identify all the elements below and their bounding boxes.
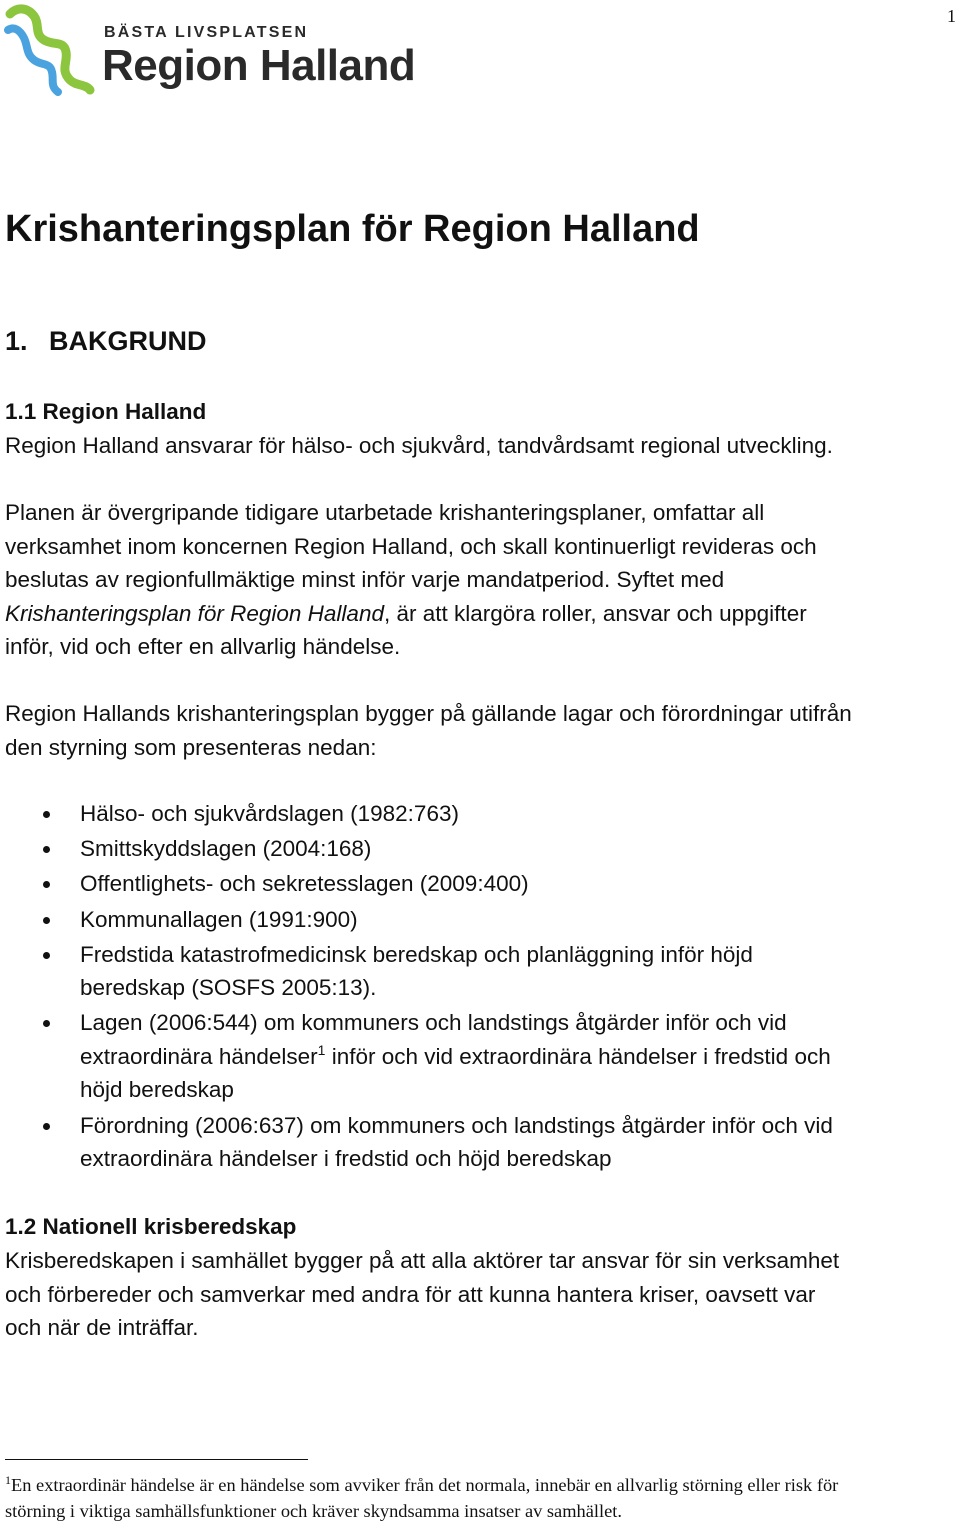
section-title: BAKGRUND (49, 326, 207, 356)
text-line: Region Hallands krishanteringsplan bygger på gällande lagar och förordningar utifrån (5, 701, 852, 726)
text-line: inför, vid och efter en allvarlig händelse. (5, 634, 401, 659)
footnote-mark: 1 (5, 1473, 11, 1487)
list-item (0, 938, 960, 1005)
region-halland-logo (4, 0, 424, 110)
logo-emblem-icon (4, 0, 104, 110)
footnote-reference: 1 (317, 1041, 326, 1058)
list-item (0, 797, 960, 831)
logo-tagline: BÄSTA LIVSPLATSEN (104, 24, 309, 41)
paragraph-intro (5, 429, 960, 463)
text-line: Kommunallagen (1991:900) (80, 906, 358, 932)
text-line: Lagen (2006:544) om kommuners och landstings åtgärder inför och vid (80, 1010, 787, 1036)
subheading-nationell-krisberedskap: 1.2 Nationell krisberedskap (5, 1214, 297, 1239)
section-number: 1. (5, 326, 28, 356)
text-line (5, 597, 960, 631)
list-item (0, 1109, 960, 1176)
text-line: Offentlighets- och sekretesslagen (2009:400) (80, 871, 529, 897)
text-line (5, 1472, 960, 1498)
footnote-separator (5, 1459, 308, 1460)
text-fragment: inför och vid extraordinära händelser i fredstid och (325, 1043, 831, 1069)
section-heading-bakgrund (5, 323, 207, 359)
text-line: Fredstida katastrofmedicinsk beredskap och planläggning inför höjd (80, 941, 753, 967)
page-title: Krishanteringsplan för Region Halland (5, 208, 700, 250)
text-line: och när de inträffar. (5, 1315, 199, 1340)
text-line: beslutas av regionfullmäktige minst inför varje mandatperiod. Syftet med (5, 567, 725, 592)
bullet-icon (43, 1123, 50, 1130)
footnote (5, 1472, 960, 1524)
text-line: den styrning som presenteras nedan: (5, 734, 377, 760)
text-line (80, 1040, 960, 1074)
text-fragment: extraordinära händelser (80, 1043, 318, 1069)
subheading-region-halland: 1.1 Region Halland (5, 399, 207, 424)
logo-name: Region Halland (102, 41, 416, 90)
text-line: Förordning (2006:637) om kommuners och landstings åtgärder inför och vid (80, 1112, 833, 1138)
bullet-icon (43, 846, 50, 853)
text-line: beredskap (SOSFS 2005:13). (80, 975, 377, 1001)
law-list (0, 797, 960, 1177)
text-line: och förbereder och samverkar med andra för att kunna hantera kriser, oavsett var (5, 1281, 816, 1307)
list-item (0, 1006, 960, 1107)
list-item (0, 867, 960, 901)
text-line: höjd beredskap (80, 1077, 234, 1103)
text-line: Krisberedskapen i samhället bygger på att alla aktörer tar ansvar för sin verksamhet (5, 1248, 840, 1273)
text-line: Hälso- och sjukvårdslagen (1982:763) (80, 801, 459, 826)
bullet-icon (43, 1020, 50, 1027)
bullet-icon (43, 917, 50, 924)
text-fragment: , är att klargöra roller, ansvar och uppgifter (383, 600, 807, 626)
bullet-icon (43, 811, 50, 818)
plan-title-italic: Krishanteringsplan för Region Halland (5, 600, 384, 626)
paragraph-krisberedskap (5, 1244, 960, 1345)
bullet-icon (43, 881, 50, 888)
text-line: Smittskyddslagen (2004:168) (80, 836, 372, 862)
text-line: extraordinära händelser i fredstid och höjd beredskap (80, 1146, 612, 1172)
text-line: störning i viktiga samhällsfunktioner och kräver skyndsamma insatser av samhället. (5, 1501, 622, 1521)
paragraph-plan (5, 496, 960, 664)
text-line: verksamhet inom koncernen Region Halland, och skall kontinuerligt revideras och (5, 533, 817, 559)
page-number: 1 (947, 6, 956, 26)
paragraph-laws-intro (5, 697, 960, 764)
text-line: Planen är övergripande tidigare utarbetade krishanteringsplaner, omfattar all (5, 500, 765, 525)
list-item (0, 903, 960, 937)
text-fragment: En extraordinär händelse är en händelse som avviker från det normala, innebär en allvarlig störning eller risk för (11, 1475, 839, 1495)
text-line: Region Halland ansvarar för hälso- och sjukvård, tandvårdsamt regional utveckling. (5, 433, 833, 458)
bullet-icon (43, 952, 50, 959)
list-item (0, 832, 960, 866)
